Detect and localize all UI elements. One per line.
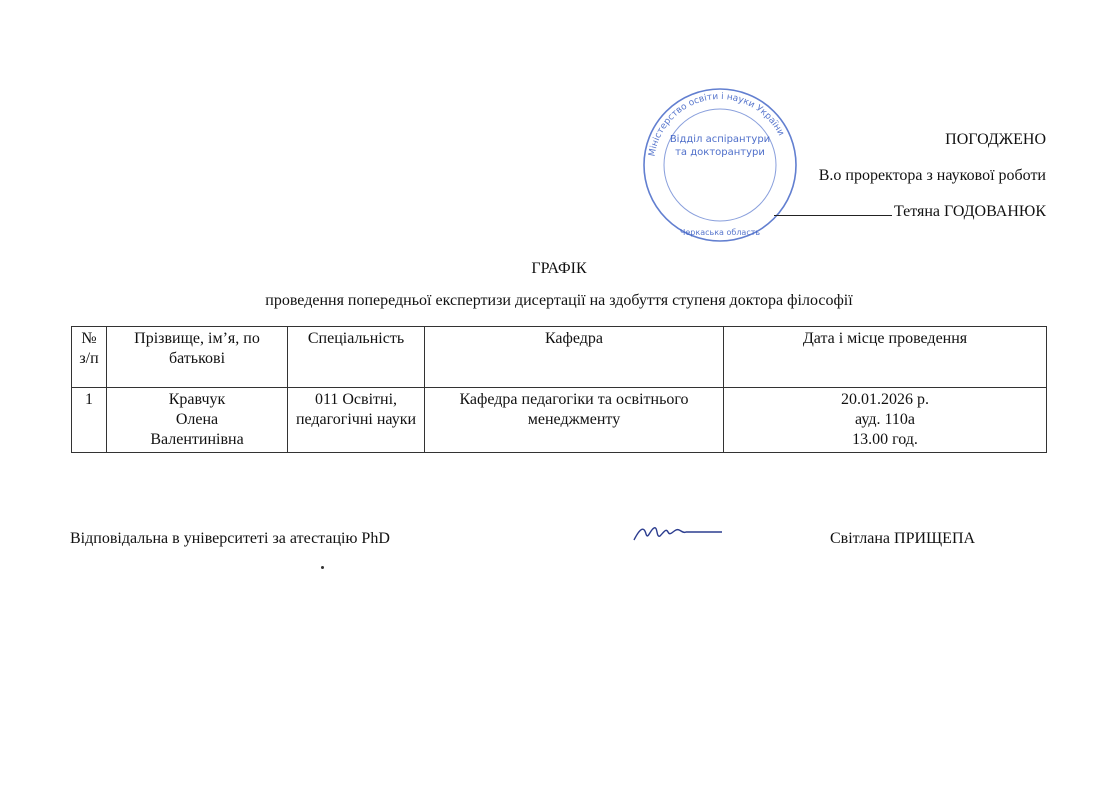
responsible-name: Світлана ПРИЩЕПА [830, 530, 976, 547]
document-title: ГРАФІК [531, 260, 587, 277]
cell-specialty: 011 Освітні, педагогічні науки [288, 388, 425, 453]
table-header-row [72, 327, 1047, 388]
name-surname: Кравчук [168, 391, 226, 408]
approval-name: Тетяна ГОДОВАНЮК [893, 203, 1046, 220]
stamp-bottom-text: Черкаська область [679, 228, 761, 237]
table-row [72, 388, 1047, 453]
name-patronymic: Валентинівна [150, 431, 244, 448]
approval-signature-line [774, 194, 1046, 230]
document-subtitle: проведення попередньої експертизи дисертації на здобуття ступеня доктора філософії [265, 292, 853, 309]
header-date: Дата і місце проведення [724, 327, 1047, 388]
responsible-label: Відповідальна в університеті за атестацію PhD [70, 530, 390, 547]
approval-position: В.о проректора з наукової роботи [818, 167, 1046, 184]
cell-date [724, 388, 1047, 453]
date-room: ауд. 110а [855, 411, 915, 428]
header-num: № з/п [72, 327, 107, 388]
header-department: Кафедра [425, 327, 724, 388]
date-day: 20.01.2026 р. [841, 391, 929, 408]
handwritten-signature [630, 520, 725, 546]
signature-line [774, 201, 892, 216]
cell-name [107, 388, 288, 453]
header-specialty: Спеціальність [288, 327, 425, 388]
header-name: Прізвище, ім’я, по батькові [107, 327, 288, 388]
name-first: Олена [175, 411, 219, 428]
stamp-inner-text: Відділ аспірантури та докторантури [669, 134, 771, 158]
cell-num: 1 [72, 388, 107, 453]
cell-department: Кафедра педагогіки та освітнього менеджменту [425, 388, 724, 453]
stray-dot [321, 566, 324, 569]
schedule-table [71, 326, 1047, 453]
approval-block [774, 122, 1046, 230]
stamp-outer-text: Міністерство освіти і науки України [647, 91, 786, 158]
approval-heading: ПОГОДЖЕНО [945, 131, 1046, 148]
date-time: 13.00 год. [852, 431, 918, 448]
